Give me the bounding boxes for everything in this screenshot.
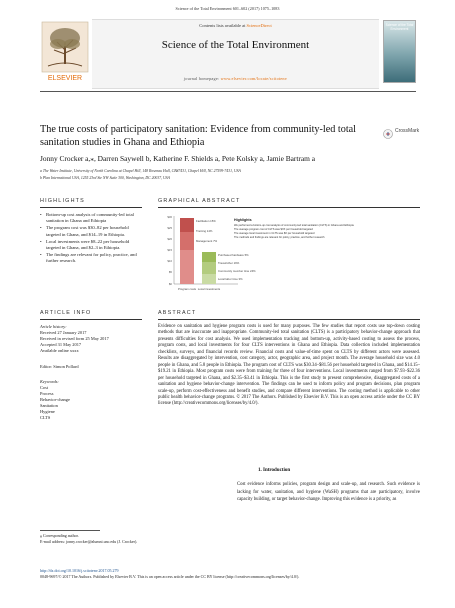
header-divider	[40, 91, 416, 92]
graphical-abstract-heading: GRAPHICAL ABSTRACT	[158, 198, 241, 204]
highlights-rule	[40, 207, 142, 208]
ga-stack-label: Facilitation 15%	[196, 219, 216, 223]
ga-side-item: We performed a bottom-up cost analysis of community-led total sanitation (CLTS) in Ghana and Ethiopia	[234, 224, 354, 227]
ga-bar-segment-community	[202, 274, 216, 284]
elsevier-wordmark: ELSEVIER	[47, 75, 83, 82]
homepage-prefix: journal homepage:	[183, 76, 220, 81]
ga-side-item: The methods and findings are relevant for policy, practice, and further research	[234, 236, 325, 239]
highlight-item: • The program cost was $30–82 per household targeted in Ghana, and $14–19 in Ethiopia.	[40, 225, 142, 237]
history-revised: Received in revised form 25 May 2017	[40, 336, 109, 341]
cover-title: Science of the Total Environment	[385, 23, 414, 31]
highlight-item: • Local investments were $8–22 per household targeted in Ghana, and $2–3 in Ethiopia.	[40, 239, 142, 251]
corresponding-author: ⁎ Corresponding author.	[40, 533, 79, 538]
crossmark-badge[interactable]	[383, 126, 427, 138]
article-info-rule	[40, 319, 142, 320]
history-label: Article history:	[40, 324, 67, 329]
ga-bar-segment-facilitation	[180, 218, 194, 232]
homepage-link[interactable]: www.elsevier.com/locate/scitotenv	[220, 76, 288, 81]
ga-stack-label: Local labor time 3%	[218, 277, 243, 281]
ga-bar-segment-hardware	[202, 252, 216, 262]
ga-y-tick: $15	[167, 248, 172, 252]
ga-y-tick: $10	[167, 259, 172, 263]
highlights-list	[40, 212, 142, 266]
keyword: Sanitation	[40, 403, 58, 408]
ga-stack-label: Management 7%	[196, 239, 218, 243]
crossmark-icon	[383, 129, 393, 139]
abstract-text	[158, 324, 420, 408]
footnote-rule	[40, 530, 100, 531]
ga-bar-segment-travel	[202, 262, 216, 274]
ga-stack-label: Community member time 24%	[218, 269, 256, 273]
keyword: Hygiene	[40, 409, 55, 414]
keywords-block	[40, 379, 142, 421]
elsevier-logo	[40, 20, 90, 84]
affiliation-b: b Plan International USA, 1255 23rd Ste NW Suite 300, Washington, DC 20037, USA	[40, 176, 170, 180]
abstract-body: Evidence on sanitation and hygiene program costs is used for many purposes. The few studies that report costs use top-down costing methods that are inaccurate and inappropriate. Community-led total sanitation (CLTS) is a participatory behavior-change approach that presents difficulties for cost analysis. We used implementation tracking and bottom-up, activity-based costing to assess the process, program costs, and local investments for four CLTS interventions in Ghana and Ethiopia. Data collection included implementation checklists, surveys, and financial records review. Financial costs and value-of-time spent on CLTS by different actors were assessed. Results are disaggregated by intervention, cost category, actor, geographic area, and project month. The average household size was 4.0 people in Ghana, and 5.8 people in Ethiopia. The program cost of CLTS was $30.34–$81.56 per household targeted in Ghana, and $14.15–$19.21 in Ethiopia. Most program costs were from training for three of four interventions. Local investments ranged from $7.93–$22.36 per household targeted in Ghana, and $2.35–$3.41 in Ethiopia. This is the first study to present comprehensive, disaggregated costs of a sanitation and hygiene behavior-change intervention. The findings can be used to inform policy and program decisions, plan program scale-up, perform cost-effectiveness and benefit studies, and compare different interventions. The costing method is applicable to other public health behavior-change programs.	[158, 324, 420, 400]
ga-stack-label: Purchased hardware 5%	[218, 253, 249, 257]
article-info-heading: ARTICLE INFO	[40, 310, 92, 316]
author-email[interactable]: E-mail address: jonny.crocker@alumni.unc.edu (J. Crocker).	[40, 539, 138, 544]
abstract-copyright: © 2017 The Authors. Published by Elsevier B.V. This is an open access article under the CC BY license (http://creativecommons.org/licenses/by/4.0/).	[158, 394, 421, 407]
crossmark-label: CrossMark	[395, 128, 420, 134]
author-list: Jonny Crocker a,⁎, Darren Saywell b, Katherine F. Shields a, Pete Kolsky a, Jamie Bartram a	[40, 154, 316, 163]
article-title: The true costs of participatory sanitation: Evidence from community-led total sanitation studies in Ghana and Ethiopia	[40, 124, 357, 148]
history-accepted: Accepted 31 May 2017	[40, 342, 82, 347]
ga-bar-label: Local investments	[197, 287, 221, 291]
journal-reference: Science of the Total Environment 601–602 (2017) 1075–1083	[175, 6, 280, 11]
history-online: Available online xxxx	[40, 348, 79, 353]
license-line: 0048-9697/© 2017 The Authors. Published by Elsevier B.V. This is an open access article under the CC BY license (http://creativecommons.org/licenses/by/4.0/).	[40, 574, 300, 579]
highlight-item: • The findings are relevant for policy, practice, and further research.	[40, 252, 142, 264]
keywords-label: Keywords:	[40, 379, 59, 384]
keyword: CLTS	[40, 415, 51, 420]
editor-line: Editor: Simon Pollard	[40, 364, 79, 369]
ga-bar-segment-training	[180, 232, 194, 250]
ga-y-tick: $20	[167, 237, 172, 241]
ga-bar-label: Program costs	[177, 287, 197, 291]
ga-side-heading: Highlights	[234, 218, 252, 222]
contents-prefix: Contents lists available at	[199, 23, 246, 28]
ga-y-tick: $30	[167, 215, 172, 219]
keyword: Cost	[40, 385, 49, 390]
ga-bar-segment-management	[180, 250, 194, 284]
ga-y-tick: $25	[167, 226, 172, 230]
sciencedirect-link[interactable]: ScienceDirect	[246, 23, 272, 28]
ga-stack-label: Training 14%	[196, 229, 213, 233]
contents-line	[92, 23, 379, 28]
ga-y-tick: $0	[168, 282, 172, 286]
ga-side-item: The average program cost of CLTS was $XX per household targeted	[234, 228, 313, 231]
footnote	[40, 533, 200, 545]
graphical-abstract-rule	[158, 207, 420, 208]
ga-side-item: The average local investment in CLTS was $X per household targeted	[234, 232, 315, 235]
abstract-rule	[158, 319, 420, 320]
journal-homepage	[92, 76, 379, 81]
history-received: Received 27 January 2017	[40, 330, 87, 335]
keyword: Behavior-change	[40, 397, 70, 402]
article-history	[40, 324, 142, 354]
introduction-text: Cost evidence informs policies, program design and scale-up, and research. Such evidence is lacking for water, sanitation, and hygiene (WaSH) programs that are participatory, involve capacity building, or target behavior-change. Improving this evidence is a priority, as	[237, 482, 420, 503]
ga-stack-label: Travel/other 19%	[218, 261, 240, 265]
bottom-info	[40, 568, 420, 580]
highlight-item: • Bottom-up cost analysis of community-led total sanitation in Ghana and Ethiopia	[40, 212, 142, 224]
ga-y-tick: $5	[168, 270, 172, 274]
highlights-heading: HIGHLIGHTS	[40, 198, 85, 204]
introduction-heading: 1. Introduction	[258, 468, 291, 473]
abstract-heading: ABSTRACT	[158, 310, 197, 316]
doi-link[interactable]: http://dx.doi.org/10.1016/j.scitotenv.2017.05.279	[40, 568, 119, 573]
keyword: Process	[40, 391, 54, 396]
affiliation-a: a The Water Institute, University of North Carolina at Chapel Hill, 148 Rosenau Hall, CB#7431, Chapel Hill, NC 27599-7431, USA	[40, 169, 241, 173]
graphical-abstract-figure	[158, 212, 420, 296]
journal-title: Science of the Total Environment	[161, 39, 310, 51]
